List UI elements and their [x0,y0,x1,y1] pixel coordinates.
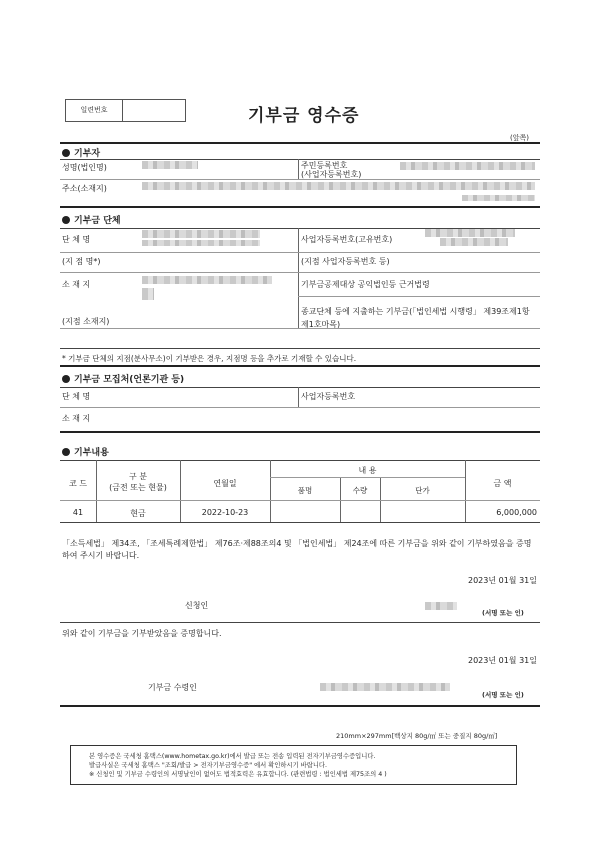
row-code: 41 [72,508,84,517]
donor-section-title: 기부자 [62,146,100,159]
request-statement: 「소득세법」 제34조, 「조세특례제한법」 제76조·제88조의4 및 「법인세법」 제24조에 따른 기부금을 위와 같이 기부하였음을 증명하여 주시기 바랍니다. [62,539,532,560]
recipient-name-redacted [320,683,450,691]
org-biz-no-redacted-2 [440,238,508,246]
donor-name-label: 성명(법인명) [62,163,107,172]
collector-name-label: 단 체 명 [62,392,91,401]
org-location-label: 소 재 지 [62,280,91,289]
col-type-header: 구 분 (금전 또는 현물) [109,472,167,492]
section-bullet-icon [62,149,70,157]
donor-name-redacted [142,161,198,169]
section-bullet-icon [62,375,70,383]
org-location-redacted [142,276,272,284]
col-unit-price-header: 단가 [415,486,430,495]
top-divider [60,142,540,144]
collector-section-title: 기부금 모집처(언론기관 등) [62,372,184,385]
org-section-title: 기부금 단체 [62,213,121,226]
col-date-header: 연월일 [213,479,237,488]
footer-note-3: ※ 신청인 및 기부금 수령인의 서명날인이 없어도 법적효력은 유효합니다. (관련법령 : 법인세법 제75조의 4 ) [89,771,387,778]
serial-number-label: 일련번호 [66,100,123,121]
org-biz-no-redacted [425,229,515,237]
row-amount: 6,000,000 [496,508,537,517]
footer-note-1: 본 영수증은 국세청 홈택스(www.hometax.go.kr)에서 발급 또는 전송 입력된 전자기부금영수증입니다. [89,753,376,760]
applicant-label: 신청인 [185,601,209,610]
applicant-name-redacted [425,602,457,610]
row-type: 현금 [130,509,146,518]
contents-section-title: 기부내용 [62,445,109,458]
recipient-label: 기부금 수령인 [148,683,197,692]
branch-location-label: (지점 소재지) [62,317,110,326]
certify-date: 2023년 01월 31일 [468,656,537,665]
donor-rrn-redacted [400,162,535,170]
section-bullet-icon [62,448,70,456]
org-name-redacted [142,230,260,238]
serial-number-box [65,99,186,122]
page-title: 기부금 영수증 [248,106,360,126]
request-date: 2023년 01월 31일 [468,576,537,585]
certify-statement: 위와 같이 기부금을 기부받았음을 증명합니다. [62,629,222,638]
donor-address-redacted-2 [462,195,535,201]
col-detail-header: 내 용 [358,466,377,475]
col-qty-header: 수량 [352,486,368,495]
footer-note-box [70,745,517,785]
branch-biz-no-label: (지점 사업자등록번호 등) [301,257,390,266]
legal-basis-label: 기부금공제대상 공익법인등 근거법령 [301,280,430,289]
org-name-redacted-2 [142,240,260,246]
collector-biz-no-label: 사업자등록번호 [301,392,356,401]
donor-address-redacted [142,182,535,190]
branch-footnote: * 기부금 단체의 지점(분사무소)이 기부받은 경우, 지점명 등을 추가로 기재할 수 있습니다. [62,354,357,363]
org-location-redacted-2 [142,288,154,300]
col-amount-header: 금 액 [493,479,512,488]
front-side-note: (앞쪽) [510,134,529,142]
col-code-header: 코 드 [69,479,87,488]
footer-note-2: 발급사실은 국세청 홈택스 "조회/발급 > 전자기부금영수증" 에서 확인하시기 바랍니다. [89,762,328,769]
donor-rrn-label: 주민등록번호 (사업자등록번호) [301,161,362,179]
paper-spec: 210mm×297mm[백상지 80g/㎡ 또는 중질지 80g/㎡] [336,732,498,740]
branch-name-label: (지 점 명*) [62,257,101,266]
section-bullet-icon [62,216,70,224]
recipient-sign-label: (서명 또는 인) [482,691,524,699]
org-name-label: 단 체 명 [62,235,91,244]
applicant-sign-label: (서명 또는 인) [482,609,524,617]
org-biz-no-label: 사업자등록번호(고유번호) [301,235,393,244]
donor-address-label: 주소(소재지) [62,184,107,193]
row-date: 2022-10-23 [201,508,249,517]
religious-org-note: 종교단체 등에 지출하는 기부금(「법인세법 시행령」 제39조제1항제1호마목) [301,307,530,329]
col-item-header: 품명 [297,486,313,495]
collector-location-label: 소 재 지 [62,414,91,423]
